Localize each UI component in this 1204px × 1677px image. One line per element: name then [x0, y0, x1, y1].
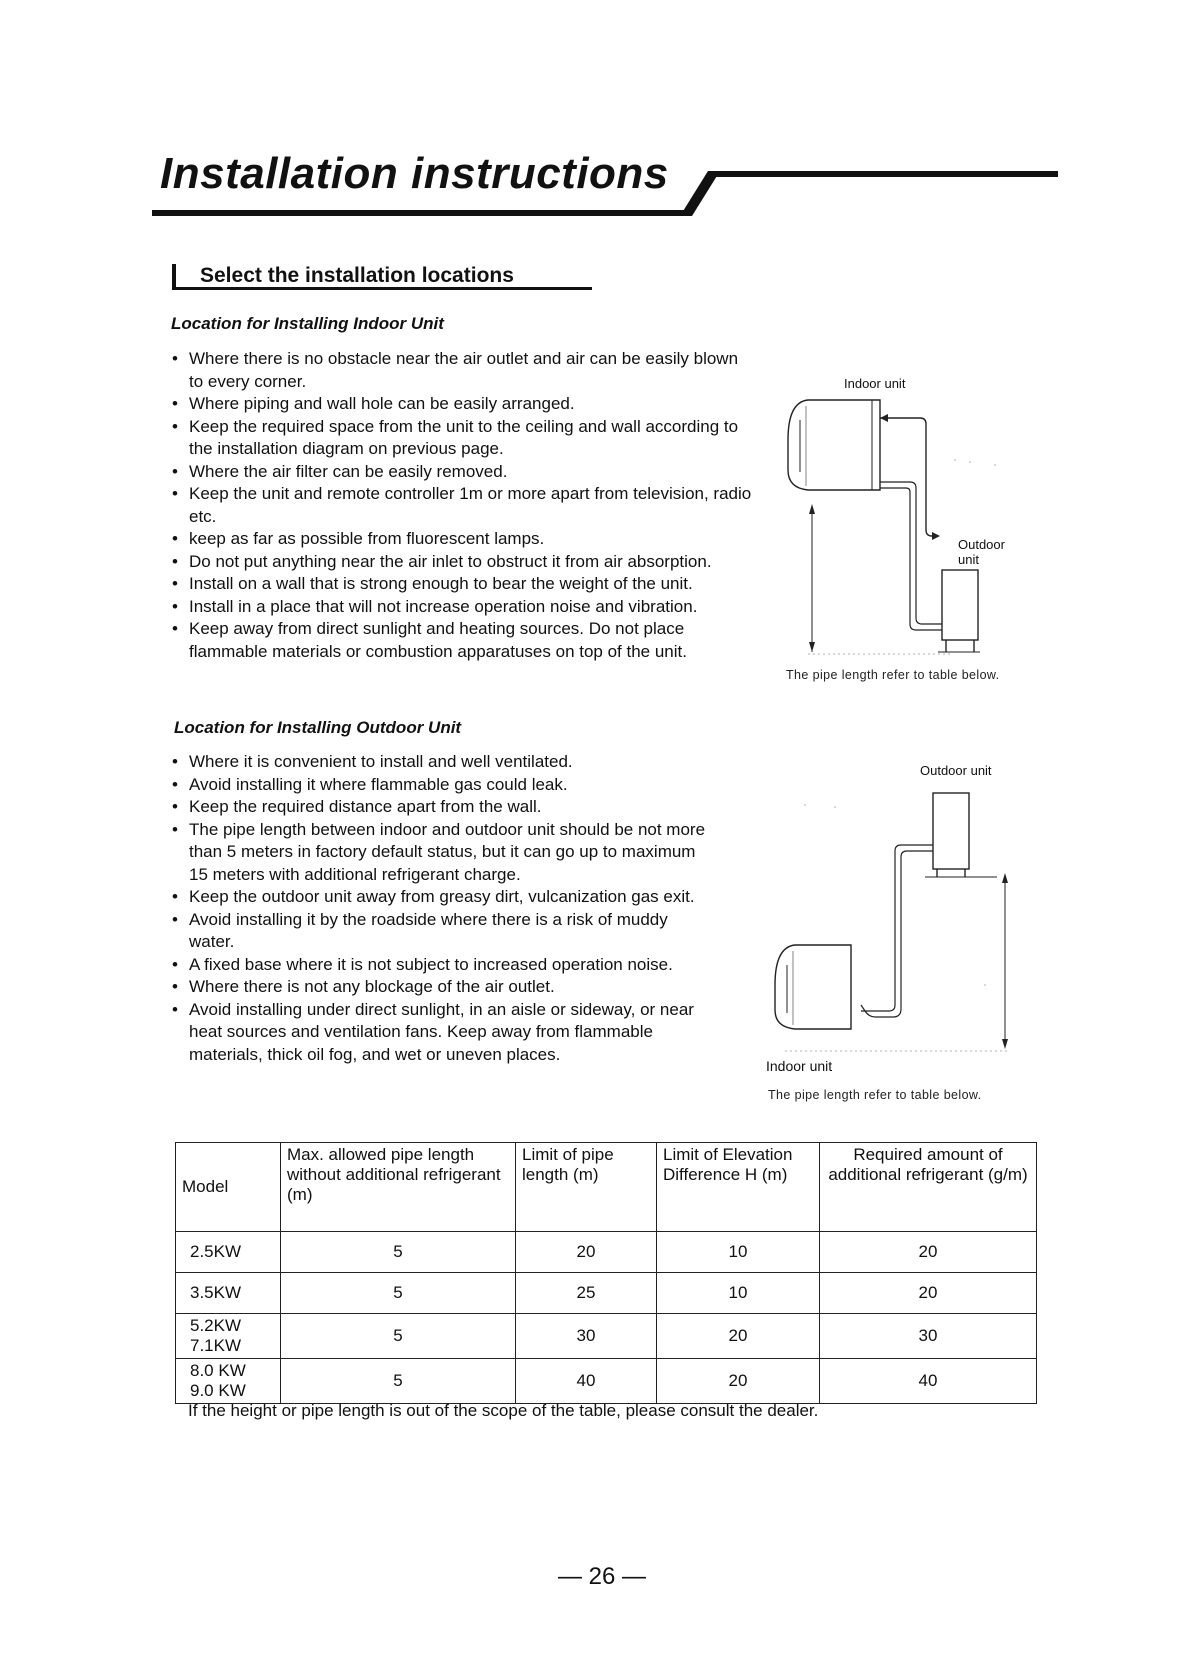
title-slash-divider [680, 171, 720, 216]
indoor-diagram-illustration [780, 390, 1020, 660]
table-row [176, 1232, 1037, 1273]
list-item: • Keep the outdoor unit away from greasy dirt, vulcanization gas exit. [172, 886, 712, 909]
table-cell: 20 [657, 1359, 820, 1404]
table-cell: 8.0 KW 9.0 KW [176, 1359, 281, 1404]
outdoor-heading: Location for Installing Outdoor Unit [174, 718, 462, 737]
outdoor-diagram-illustration [765, 785, 1025, 1055]
table-cell: 5 [281, 1314, 516, 1359]
list-item: • Keep the required space from the unit to the ceiling and wall according to the installation diagram on previous page. [172, 416, 752, 461]
table-cell: 3.5KW [176, 1273, 281, 1314]
indoor-unit-label: Indoor unit [844, 376, 906, 391]
column-header-model: Model [176, 1143, 281, 1232]
table-cell: 20 [820, 1273, 1037, 1314]
list-item: • keep as far as possible from fluorescent lamps. [172, 528, 752, 551]
list-item: • Where there is not any blockage of the air outlet. [172, 976, 712, 999]
list-item: • Install on a wall that is strong enough to bear the weight of the unit. [172, 573, 752, 596]
section-heading: Select the installation locations [200, 264, 514, 287]
outdoor-bullet-list [172, 751, 712, 1066]
table-row [176, 1314, 1037, 1359]
list-item: • Avoid installing under direct sunlight, in an aisle or sideway, or near heat sources and ventilation fans. Keep away from flammable materials, thick oil fog, and wet or uneven places. [172, 999, 712, 1067]
list-item: • Avoid installing it where flammable gas could leak. [172, 774, 712, 797]
column-header-refrigerant-amount: Required amount of additional refrigerant (g/m) [820, 1143, 1037, 1232]
indoor-heading: Location for Installing Indoor Unit [171, 314, 444, 333]
outdoor-install-diagram [765, 785, 1025, 1055]
table-header-row [176, 1143, 1037, 1232]
list-item: • The pipe length between indoor and outdoor unit should be not more than 5 meters in factory default status, but it can go up to maximum 15 meters with additional refrigerant charge. [172, 819, 712, 887]
table-cell: 40 [820, 1359, 1037, 1404]
table-cell: 10 [657, 1273, 820, 1314]
table-cell: 10 [657, 1232, 820, 1273]
table-cell: 20 [516, 1232, 657, 1273]
indoor-install-diagram [780, 390, 1020, 660]
list-item: • Where the air filter can be easily removed. [172, 461, 752, 484]
list-item: • Where there is no obstacle near the air outlet and air can be easily blown to every corner. [172, 348, 752, 393]
table-cell: 5 [281, 1232, 516, 1273]
table-cell: 20 [820, 1232, 1037, 1273]
list-item: • Keep the required distance apart from the wall. [172, 796, 712, 819]
indoor-diagram-caption: The pipe length refer to table below. [786, 668, 1000, 682]
page-title: Installation instructions [160, 149, 669, 198]
table-cell: 2.5KW [176, 1232, 281, 1273]
title-overline [712, 171, 1058, 177]
table-row [176, 1273, 1037, 1314]
table-cell: 25 [516, 1273, 657, 1314]
table-cell: 40 [516, 1359, 657, 1404]
list-item: • Install in a place that will not increase operation noise and vibration. [172, 596, 752, 619]
list-item: • Where it is convenient to install and well ventilated. [172, 751, 712, 774]
table-cell: 5 [281, 1359, 516, 1404]
outdoor-unit-label: Outdoor unit [958, 537, 1005, 567]
table-cell: 20 [657, 1314, 820, 1359]
indoor-bullet-list [172, 348, 752, 663]
column-header-max-pipe-length: Max. allowed pipe length without additional refrigerant (m) [281, 1143, 516, 1232]
page-number: — 26 — [557, 1563, 647, 1590]
outdoor-diagram-caption: The pipe length refer to table below. [768, 1088, 982, 1102]
list-item: • Avoid installing it by the roadside where there is a risk of muddy water. [172, 909, 712, 954]
table-cell: 5 [281, 1273, 516, 1314]
indoor-unit-label: Indoor unit [766, 1058, 833, 1074]
list-item: • Do not put anything near the air inlet to obstruct it from air absorption. [172, 551, 752, 574]
table-cell: 30 [516, 1314, 657, 1359]
list-item: • A fixed base where it is not subject to increased operation noise. [172, 954, 712, 977]
table-footnote: If the height or pipe length is out of the scope of the table, please consult the dealer. [188, 1401, 819, 1420]
list-item: • Keep away from direct sunlight and heating sources. Do not place flammable materials or combustion apparatuses on top of the unit. [172, 618, 752, 663]
pipe-length-table [175, 1142, 1037, 1404]
table-cell: 30 [820, 1314, 1037, 1359]
column-header-limit-pipe-length: Limit of pipe length (m) [516, 1143, 657, 1232]
title-underline [152, 210, 692, 216]
column-header-elevation-limit: Limit of Elevation Difference H (m) [657, 1143, 820, 1232]
list-item: • Where piping and wall hole can be easily arranged. [172, 393, 752, 416]
outdoor-unit-label: Outdoor unit [920, 763, 992, 778]
list-item: • Keep the unit and remote controller 1m or more apart from television, radio etc. [172, 483, 752, 528]
table-cell: 5.2KW 7.1KW [176, 1314, 281, 1359]
table-row [176, 1359, 1037, 1404]
